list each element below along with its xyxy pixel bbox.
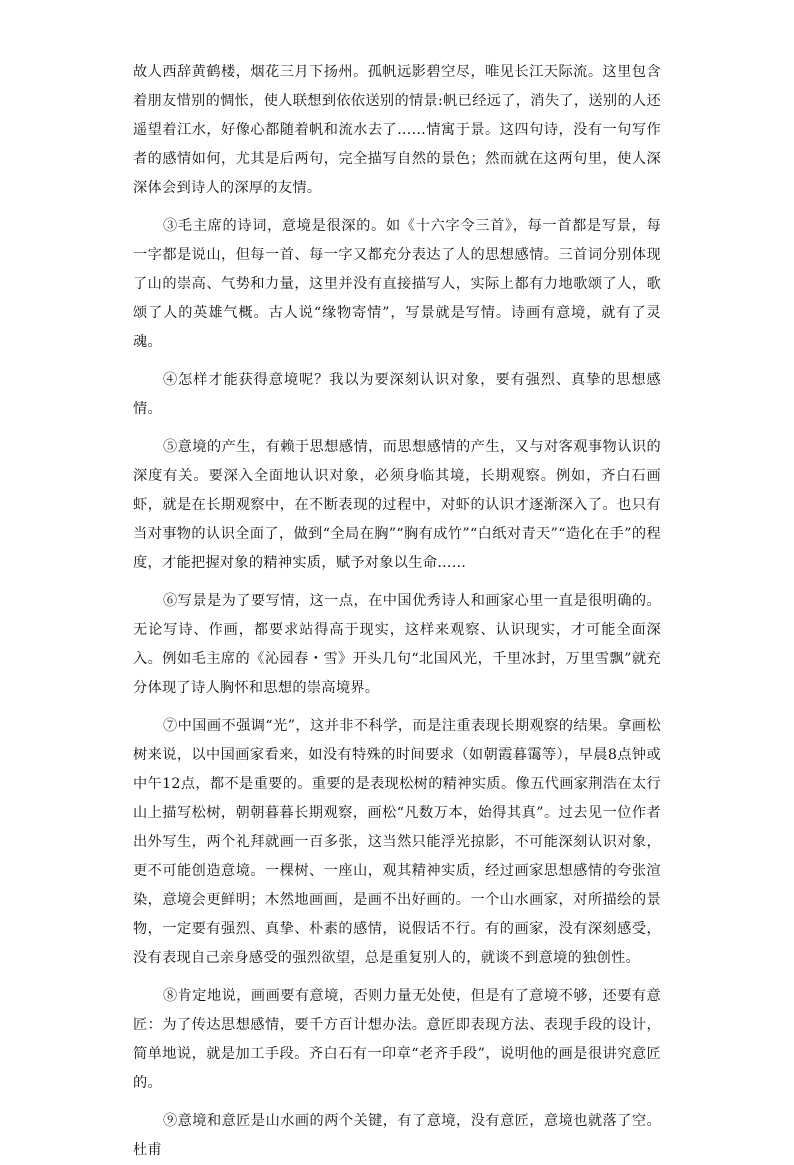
document-body bbox=[133, 58, 661, 1165]
paragraph-7: ⑧肯定地说，画画要有意境，否则力量无处使，但是有了意境不够，还要有意匠：为了传达思想感情，要千方百计想办法。意匠即表现方法、表现手段的设计，简单地说，就是加工手段。齐白石有一印章“老齐手段”，说明他的画是很讲究意匠的。 bbox=[133, 988, 661, 1091]
paragraph-2: ③毛主席的诗词，意境是很深的。如《十六字令三首》，每一首都是写景，每一字都是说山，但每一首、每一字又都充分表达了人的思想感情。三首词分别体现了山的崇高、气势和力量，这里并没有直接描写人，实际上都有力地歌颂了人，歌颂了人的英雄气概。古人说“缘物寄情”，写景就是写情。诗画有意境，就有了灵魂。 bbox=[133, 218, 661, 350]
paragraph-3: ④怎样才能获得意境呢？我以为要深刻认识对象，要有强烈、真挚的思想感情。 bbox=[133, 372, 661, 417]
paragraph-8: ⑨意境和意匠是山水画的两个关键，有了意境，没有意匠，意境也就落了空。杜甫 bbox=[133, 1113, 661, 1158]
paragraph-1: 故人西辞黄鹤楼，烟花三月下扬州。孤帆远影碧空尽，唯见长江天际流。这里包含着朋友惜别的惆怅，使人联想到依依送别的情景:帆已经远了，消失了，送别的人还遥望着江水，好像心都随着帆和流水去了……情寓于景。这四句诗，没有一句写作者的感情如何，尤其是后两句，完全描写自然的景色；然而就在这两句里，使人深深体会到诗人的深厚的友情。 bbox=[133, 64, 661, 196]
paragraph-5: ⑥写景是为了要写情，这一点，在中国优秀诗人和画家心里一直是很明确的。无论写诗、作画，都要求站得高于现实，这样来观察、认识现实，才可能全面深入。例如毛主席的《沁园春・雪》开头几句“北国风光，千里冰封，万里雪飘”就充分体现了诗人胸怀和思想的崇高境界。 bbox=[133, 593, 661, 696]
paragraph-4: ⑤意境的产生，有赖于思想感情，而思想感情的产生，又与对客观事物认识的深度有关。要深入全面地认识对象，必须身临其境，长期观察。例如，齐白石画虾，就是在长期观察中，在不断表现的过程中，对虾的认识才逐渐深入了。也只有当对事物的认识全面了，做到“全局在胸”“胸有成竹”“白纸对青天”“造化在手”的程度，才能把握对象的精神实质，赋予对象以生命…… bbox=[133, 439, 661, 571]
paragraph-6: ⑦中国画不强调“光”，这并非不科学，而是注重表现长期观察的结果。拿画松树来说，以中国画家看来，如没有特殊的时间要求（如朝霞暮霭等），早晨8点钟或中午12点，都不是重要的。重要的是表现松树的精神实质。像五代画家荆浩在太行山上描写松树，朝朝暮暮长期观察，画松“凡数万本，始得其真”。过去见一位作者出外写生，两个礼拜就画一百多张，这当然只能浮光掠影，不可能深刻认识对象，更不可能创造意境。一棵树、一座山，观其精神实质，经过画家思想感情的夸张渲染，意境会更鲜明；木然地画画，是画不出好画的。一个山水画家，对所描绘的景物，一定要有强烈、真挚、朴素的感情，说假话不行。有的画家，没有深刻感受，没有表现自己亲身感受的强烈欲望，总是重复别人的，就谈不到意境的独创性。 bbox=[133, 718, 661, 966]
